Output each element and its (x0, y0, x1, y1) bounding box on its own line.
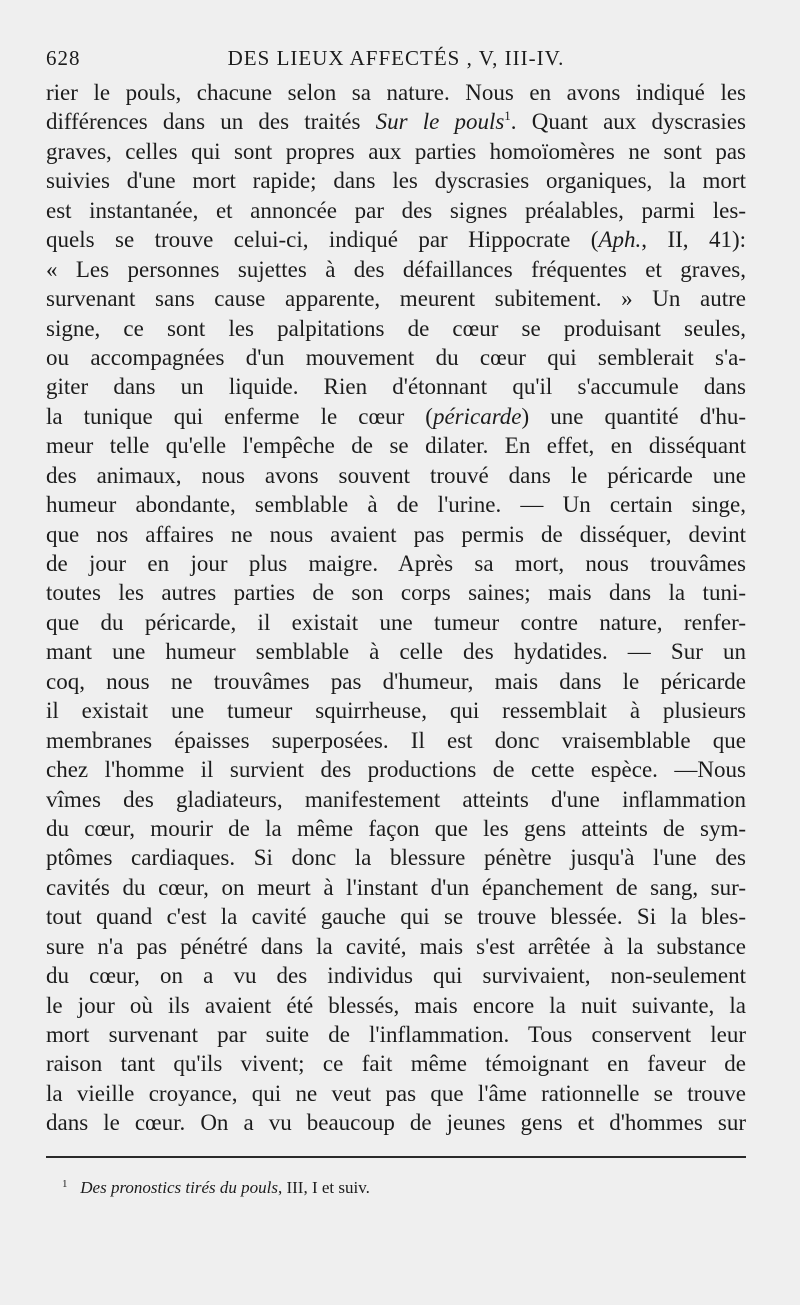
text-line: mort survenant par suite de l'inflammation. Tous conservent leur (46, 1022, 746, 1047)
text-line: cavités du cœur, on meurt à l'instant d'un épanchement de sang, sur- (46, 874, 746, 900)
line-segment: ) une quantité d'hu- (521, 403, 746, 429)
text-line: survenant sans cause apparente, meurent subitement. » Un autre (46, 286, 746, 312)
line-segment: différences dans un des traités (46, 109, 376, 135)
text-line: vîmes des gladiateurs, manifestement atteints d'une inflammation (46, 786, 746, 812)
italic-term: Sur le pouls (375, 109, 505, 135)
text-line: dans le cœur. On a vu beaucoup de jeunes gens et d'hommes sur (46, 1110, 746, 1136)
text-line: la vieille croyance, qui ne veut pas que l'âme rationnelle se trouve (46, 1080, 746, 1106)
text-line: ou accompagnées d'un mouvement du cœur qui semblerait s'a- (46, 344, 746, 370)
text-line: coq, nous ne trouvâmes pas d'humeur, mais dans le péricarde (46, 668, 746, 694)
text-line: des animaux, nous avons souvent trouvé dans le péricarde une (46, 462, 746, 488)
text-line: graves, celles qui sont propres aux parties homoïomères ne sont pas (46, 138, 746, 164)
text-line: chez l'homme il survient des productions de cette espèce. —Nous (46, 757, 746, 783)
footnote-mark: 1 (62, 1178, 68, 1190)
text-line: humeur abondante, semblable à de l'urine. — Un certain singe, (46, 492, 746, 518)
text-line: du cœur, on a vu des individus qui survivaient, non-seulement (46, 963, 746, 989)
text-line: suivies d'une mort rapide; dans les dyscrasies organiques, la mort (46, 168, 746, 194)
text-line: membranes épaisses superposées. Il est donc vraisemblable que (46, 727, 746, 753)
line-segment: . Quant aux dyscrasies (510, 109, 746, 135)
running-header (46, 42, 746, 76)
text-line (46, 107, 746, 136)
footnote-divider (46, 1156, 746, 1158)
text-line: rier le pouls, chacune selon sa nature. Nous en avons indiqué les (46, 80, 746, 105)
page-number: 628 (46, 46, 81, 70)
text-line: giter dans un liquide. Rien d'étonnant qu'il s'accumule dans (46, 374, 746, 400)
text-line: toutes les autres parties de son corps saines; mais dans la tuni- (46, 580, 746, 606)
italic-term: Aph. (598, 227, 642, 253)
main-text (46, 78, 746, 1138)
text-line: mant une humeur semblable à celle des hydatides. — Sur un (46, 639, 746, 665)
footnote-ref: , III, I et suiv. (277, 1178, 370, 1197)
footnote (62, 1178, 370, 1198)
text-line: « Les personnes sujettes à des défaillances fréquentes et graves, (46, 256, 746, 282)
text-line: ptômes cardiaques. Si donc la blessure pénètre jusqu'à l'une des (46, 845, 746, 871)
italic-term: péricarde (432, 403, 522, 429)
text-line: le jour où ils avaient été blessés, mais encore la nuit suivante, la (46, 992, 746, 1018)
text-line: meur telle qu'elle l'empêche de se dilater. En effet, en disséquant (46, 433, 746, 459)
text-line: tout quand c'est la cavité gauche qui se trouve blessée. Si la bles- (46, 904, 746, 930)
text-line: sure n'a pas pénétré dans la cavité, mais s'est arrêtée à la substance (46, 933, 746, 959)
text-line: il existait une tumeur squirrheuse, qui ressemblait à plusieurs (46, 698, 746, 724)
text-line (46, 402, 746, 431)
line-segment: quels se trouve celui-ci, indiqué par Hippocrate ( (46, 227, 599, 253)
text-line (46, 225, 746, 254)
text-line: que nos affaires ne nous avaient pas permis de disséquer, devint (46, 521, 746, 547)
footnote-reference[interactable]: 1 (504, 108, 511, 124)
text-line: du cœur, mourir de la même façon que les gens atteints de sym- (46, 815, 746, 841)
text-line: de jour en jour plus maigre. Après sa mort, nous trouvâmes (46, 551, 746, 576)
footnote-title: Des pronostics tirés du pouls (80, 1178, 278, 1197)
text-line: signe, ce sont les palpitations de cœur se produisant seules, (46, 315, 746, 341)
line-segment: la tunique qui enferme le cœur ( (46, 403, 433, 429)
text-line: est instantanée, et annoncée par des signes préalables, parmi les- (46, 197, 746, 223)
running-title: DES LIEUX AFFECTÉS , V, III-IV. (227, 46, 565, 70)
text-line: que du péricarde, il existait une tumeur contre nature, renfer- (46, 609, 746, 635)
line-segment: , II, 41): (641, 227, 746, 253)
text-line: raison tant qu'ils vivent; ce fait même témoignant en faveur de (46, 1051, 746, 1077)
